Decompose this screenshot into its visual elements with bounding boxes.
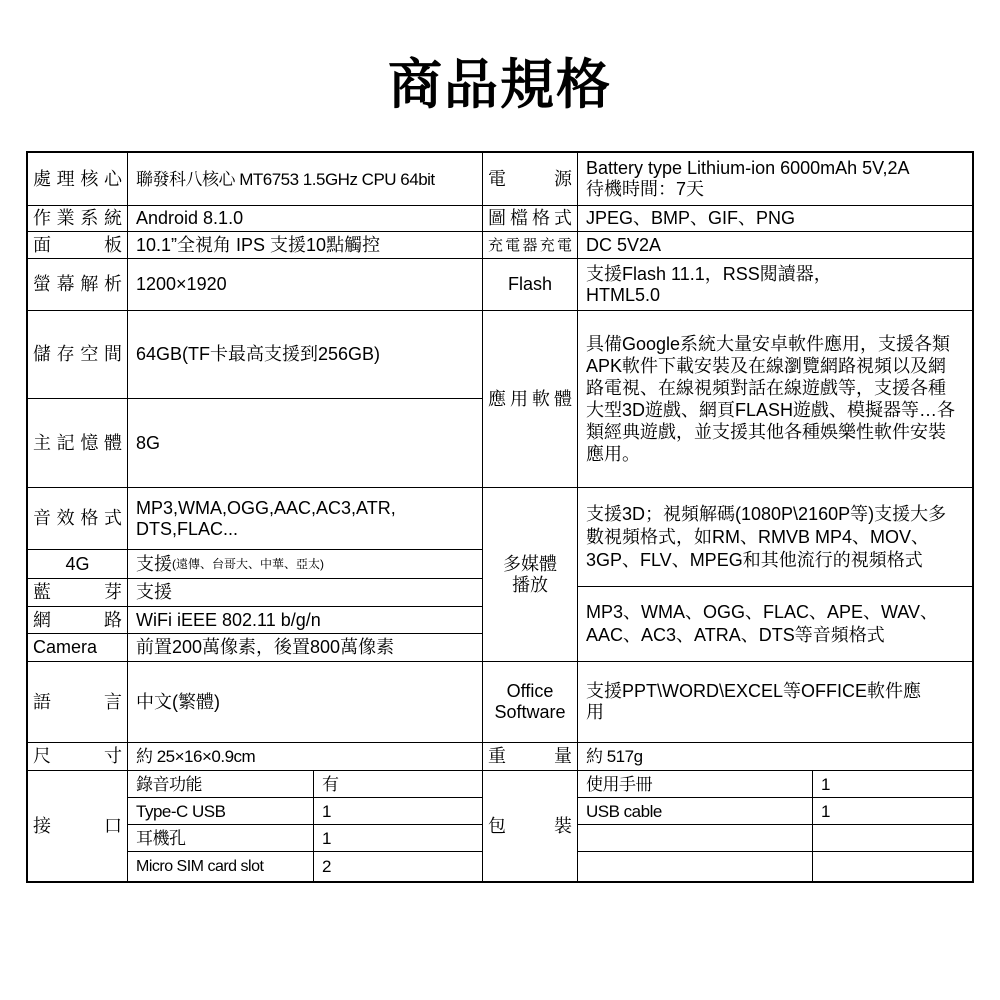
label-package	[482, 770, 578, 882]
label-text: 尺寸	[33, 746, 122, 766]
label-os	[27, 205, 128, 232]
value-audio-formats: MP3、WMA、OGG、FLAC、APE、WAV、AAC、AC3、ATRA、DTS等音頻格式	[577, 586, 973, 662]
label-text: 語言	[33, 691, 122, 712]
package-qty: 1	[812, 770, 973, 798]
label-text: 面板	[33, 234, 122, 255]
label-charger	[482, 231, 578, 259]
label-network	[27, 606, 128, 634]
label-image-format	[482, 205, 578, 232]
label-apps	[482, 310, 578, 488]
value-language: 中文(繁體)	[127, 661, 483, 743]
value-power: Battery type Lithium-ion 6000mAh 5V,2A 待機時間：7天	[577, 152, 973, 206]
label-text: 處理核心	[33, 168, 122, 189]
package-item: USB cable	[577, 797, 813, 825]
value-ram: 8G	[127, 398, 483, 488]
value-resolution: 1200×1920	[127, 258, 483, 311]
label-multimedia: 多媒體播放	[482, 487, 578, 662]
value-weight: 約 517g	[577, 742, 973, 771]
label-text: 主記憶體	[33, 432, 122, 453]
label-text: 藍芽	[33, 582, 122, 602]
label-audio	[27, 487, 128, 550]
label-text: 音效格式	[33, 508, 122, 528]
value-network: WiFi iEEE 802.11 b/g/n	[127, 606, 483, 634]
package-item: 使用手冊	[577, 770, 813, 798]
value-bluetooth: 支援	[127, 578, 483, 607]
value-audio: MP3,WMA,OGG,AAC,AC3,ATR, DTS,FLAC...	[127, 487, 483, 550]
value-storage: 64GB(TF卡最高支援到256GB)	[127, 310, 483, 399]
label-resolution	[27, 258, 128, 311]
label-office: Office Software	[482, 661, 578, 743]
label-storage	[27, 310, 128, 399]
label-text: 圖檔格式	[488, 208, 572, 228]
label-text: 網路	[33, 609, 122, 630]
label-text: 電源	[488, 168, 572, 189]
value-office: 支援PPT\WORD\EXCEL等OFFICE軟件應用	[577, 661, 973, 743]
value-text: 支援	[136, 553, 172, 574]
port-value: 1	[313, 824, 483, 852]
label-text: 充電器充電	[488, 236, 572, 254]
port-name: Type-C USB	[127, 797, 314, 825]
package-item	[577, 824, 813, 852]
value-charger: DC 5V2A	[577, 231, 973, 259]
carrier-note: (遠傳、台哥大、中華、亞太)	[172, 556, 324, 571]
label-weight	[482, 742, 578, 771]
label-text: 應用軟體	[488, 388, 572, 409]
label-panel	[27, 231, 128, 259]
value-cpu: 聯發科八核心 MT6753 1.5GHz CPU 64bit	[127, 152, 483, 206]
package-qty: 1	[812, 797, 973, 825]
label-bluetooth	[27, 578, 128, 607]
value-apps: 具備Google系統大量安卓軟件應用，支援各類APK軟件下載安裝及在線瀏覽網路視頻以及網路電視、在線視頻對話在線遊戲等，支援各種大型3D遊戲、網頁FLASH遊戲、模擬器等…各類經典遊戲，並支援其他各種娛樂性軟件安裝應用。	[577, 310, 973, 488]
label-camera: Camera	[27, 633, 128, 662]
label-4g: 4G	[27, 549, 128, 579]
label-text: 包裝	[488, 815, 572, 836]
label-language	[27, 661, 128, 743]
package-qty	[812, 851, 973, 882]
value-panel: 10.1”全視角 IPS 支援10點觸控	[127, 231, 483, 259]
value-flash: 支援Flash 11.1，RSS閱讀器，HTML5.0	[577, 258, 973, 311]
label-cpu	[27, 152, 128, 206]
value-video: 支援3D；視頻解碼(1080P\2160P等)支援大多數視頻格式，如RM、RMVB MP4、MOV、3GP、FLV、MPEG和其他流行的視頻格式	[577, 487, 973, 587]
port-value: 有	[313, 770, 483, 798]
label-text: 儲存空間	[33, 344, 122, 364]
package-item	[577, 851, 813, 882]
package-qty	[812, 824, 973, 852]
value-image-format: JPEG、BMP、GIF、PNG	[577, 205, 973, 232]
label-text: 接口	[33, 815, 122, 836]
port-value: 2	[313, 851, 483, 882]
label-size	[27, 742, 128, 771]
port-name: 耳機孔	[127, 824, 314, 852]
page-title: 商品規格	[388, 55, 612, 115]
value-size: 約 25×16×0.9cm	[127, 742, 483, 771]
label-text: 螢幕解析	[33, 274, 122, 294]
port-name: Micro SIM card slot	[127, 851, 314, 882]
label-text: 重量	[488, 746, 572, 766]
label-text: 作業系統	[33, 208, 122, 228]
port-name: 錄音功能	[127, 770, 314, 798]
label-ports	[27, 770, 128, 882]
label-power	[482, 152, 578, 206]
value-4g	[127, 549, 483, 579]
port-value: 1	[313, 797, 483, 825]
value-os: Android 8.1.0	[127, 205, 483, 232]
label-flash: Flash	[482, 258, 578, 311]
value-camera: 前置200萬像素，後置800萬像素	[127, 633, 483, 662]
label-ram	[27, 398, 128, 488]
